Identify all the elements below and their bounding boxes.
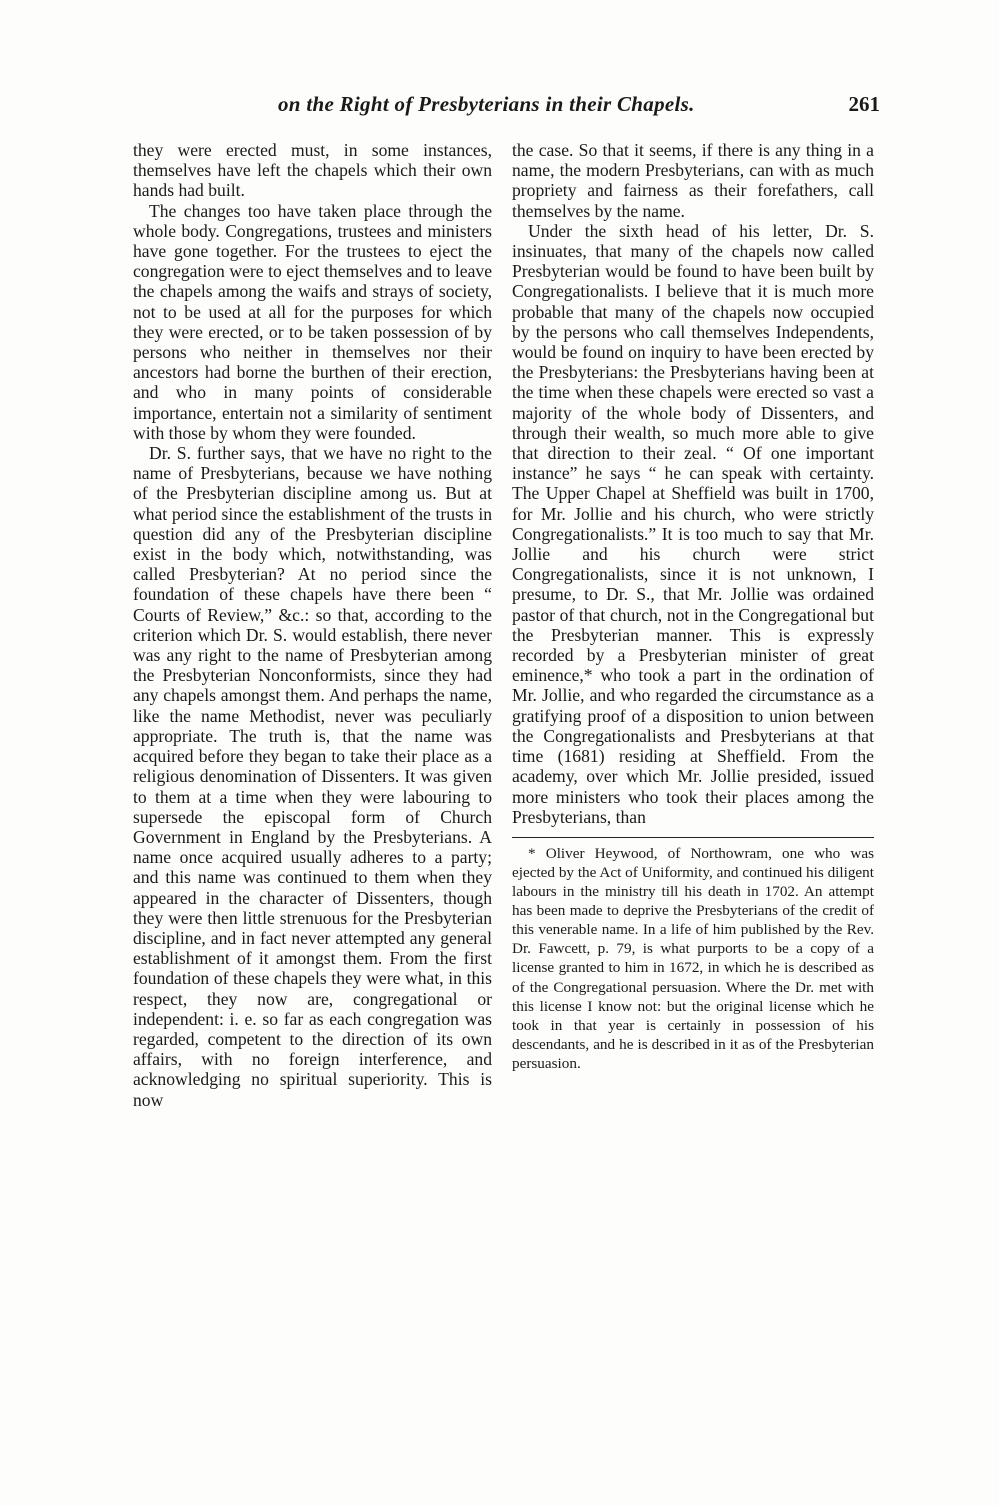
left-paragraph-3: Dr. S. further says, that we have no right to the name of Presbyterians, because we have nothing of the Presbyterian discipline among us. But at what period since the establishment of the trusts in question did any of the Presbyterian discipline exist in the body which, notwithstanding, was called Presbyterian? At no period since the foundation of these chapels have there been “ Courts of Review,” &c.: so that, according to the criterion which Dr. S. would establish, there never was any right to the name of Presbyterian among the Presbyterian Nonconformists, since they had any chapels amongst them. And perhaps the name, like the name Methodist, never was peculiarly appropriate. The truth is, that the name was acquired before they began to take their place as a religious denomination of Dissenters. It was given to them at a time when they were labouring to supersede the episcopal form of Church Government in England by the Presbyterians. A name once acquired usually adheres to a party; and this name was continued to them when they appeared in the character of Dissenters, though they were then little strenuous for the Presbyterian discipline, and in fact never attempted any general establishment of it amongst them. From the first foundation of these chapels they were what, in this respect, they now are, congregational or independent: i. e. so far as each congregation was regarded, competent to the direction of its own affairs, with no foreign interference, and acknowledging no spiritual superiority. This is now xyxy=(133,443,492,1110)
running-title: on the Right of Presbyterians in their Chapels. xyxy=(278,92,695,116)
left-paragraph-1: they were erected must, in some instances, themselves have left the chapels which their own hands had built. xyxy=(133,140,492,201)
left-paragraph-2: The changes too have taken place through the whole body. Congregations, trustees and ministers have gone together. For the trustees to eject the congregation were to eject themselves and to leave the chapels among the waifs and strays of society, not to be used at all for the purposes for which they were erected, or to be taken possession of by persons who neither in themselves nor their ancestors had borne the burthen of their erection, and who in many points of considerable importance, entertain not a similarity of sentiment with those by whom they were founded. xyxy=(133,200,492,443)
right-paragraph-1: the case. So that it seems, if there is any thing in a name, the modern Presbyterians, can with as much propriety and fairness as their forefathers, call themselves by the name. xyxy=(512,140,874,221)
right-paragraph-2: Under the sixth head of his letter, Dr. S. insinuates, that many of the chapels now called Presbyterian would be found to have been built by Congregationalists. I believe that it is much more probable that many of the chapels now occupied by the persons who call themselves Independents, would be found on inquiry to have been erected by the Presbyterians: the Presbyterians having been at the time when these chapels were erected so vast a majority of the whole body of Dissenters, and through their wealth, so much more able to give that direction to their zeal. “ Of one important instance” he says “ he can speak with certainty. The Upper Chapel at Sheffield was built in 1700, for Mr. Jollie and his church, who were strictly Congregationalists.” It is too much to say that Mr. Jollie and his church were strict Congregationalists, since it is not unknown, I presume, to Dr. S., that Mr. Jollie was ordained pastor of that church, not in the Congregational but the Presbyterian manner. This is expressly recorded by a Presbyterian minister of great eminence,* who took a part in the ordination of Mr. Jollie, and who regarded the circumstance as a gratifying proof of a disposition to union between the Congregationalists and Presbyterians at that time (1681) residing at Sheffield. From the academy, over which Mr. Jollie presided, issued more ministers who took their places among the Presbyterians, than xyxy=(512,220,874,827)
footnote-divider xyxy=(512,837,874,838)
footnote xyxy=(512,844,874,1073)
left-column xyxy=(133,140,492,1110)
running-header xyxy=(130,92,880,128)
footnote-text: * Oliver Heywood, of Northowram, one who was ejected by the Act of Uniformity, and continued his diligent labours in the ministry till his death in 1702. An attempt has been made to deprive the Presbyterians of the credit of this venerable name. In a life of him published by the Rev. Dr. Fawcett, p. 79, is what purports to be a copy of a license granted to him in 1672, in which he is described as of the Congregational persuasion. Where the Dr. met with this license I know not: but the original license which he took in that year is certainly in possession of his descendants, and he is described in it as of the Presbyterian persuasion. xyxy=(512,844,874,1072)
right-column xyxy=(512,140,874,1073)
page-number: 261 xyxy=(848,92,880,116)
